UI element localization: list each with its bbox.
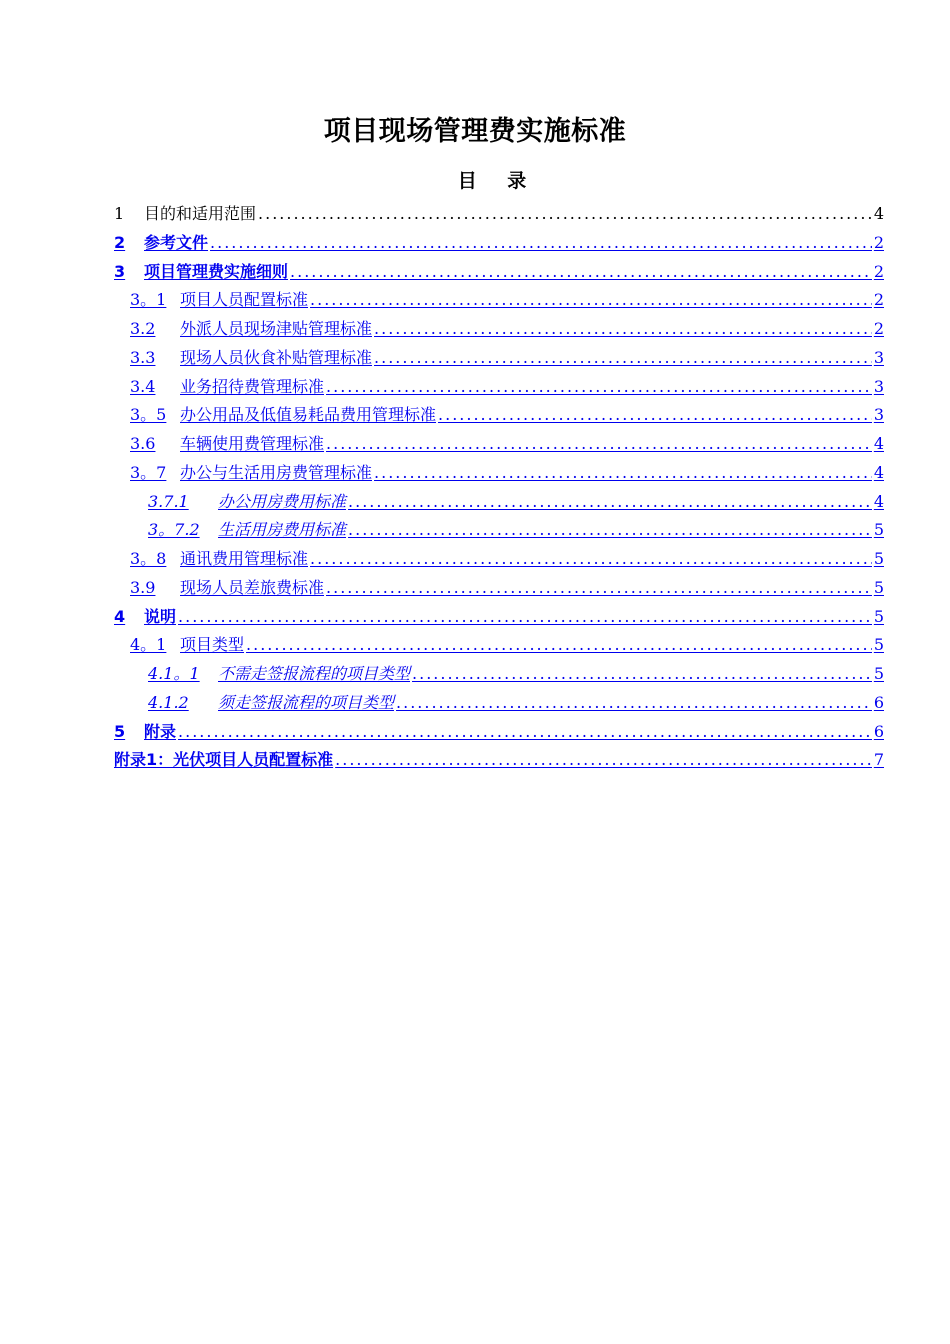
- toc-entry[interactable]: [114, 373, 884, 402]
- toc-entry-page: 3: [873, 376, 884, 396]
- toc-entry-label: 现场人员伙食补贴管理标准: [180, 347, 373, 367]
- toc-entry-number: 3。8: [130, 549, 167, 568]
- toc-entry-number: 3。5: [130, 405, 167, 425]
- toc-entry[interactable]: [114, 488, 884, 517]
- toc-entry-page: 4: [873, 462, 884, 482]
- dot-leader: [178, 718, 872, 746]
- document-title: 项目现场管理费实施标准: [323, 116, 627, 147]
- toc-entry-label: 办公用品及低值易耗品费用管理标准: [180, 405, 437, 425]
- toc-entry-label: 车辆使用费管理标准: [180, 434, 325, 453]
- toc-entry[interactable]: [114, 631, 884, 660]
- toc-entry-label: 办公用房费用标准: [218, 491, 347, 511]
- toc-entry[interactable]: [114, 315, 884, 344]
- toc-entry[interactable]: [114, 286, 884, 315]
- toc-entry-page: 6: [873, 692, 884, 712]
- dot-leader: [258, 200, 872, 228]
- dot-leader: [348, 516, 872, 544]
- toc-entry-number: 3.3: [130, 347, 156, 367]
- toc-entry-label: 业务招待费管理标准: [180, 376, 325, 396]
- toc-entry-page: 5: [873, 520, 884, 540]
- toc-entry-label: 附录: [144, 721, 177, 741]
- toc-entry-number: 3。7.2: [148, 520, 200, 540]
- dot-leader: [246, 631, 872, 659]
- toc-entry-label: 说明: [144, 606, 177, 626]
- toc-entry[interactable]: [114, 545, 884, 574]
- dot-leader: [348, 488, 872, 516]
- toc-entry-label: 现场人员差旅费标准: [180, 577, 325, 597]
- toc-entry[interactable]: [114, 401, 884, 430]
- toc-entry-label: 通讯费用管理标准: [180, 549, 309, 568]
- toc-entry-number: 3.4: [130, 376, 156, 396]
- toc-entry-page: 6: [873, 721, 884, 741]
- toc-entry-page: 4: [873, 491, 884, 511]
- toc-entry[interactable]: [114, 689, 884, 718]
- toc-entry-page: 5: [873, 606, 884, 626]
- toc-entry-number: 4: [114, 606, 126, 626]
- dot-leader: [396, 689, 872, 717]
- toc-entry-number: 3。1: [130, 290, 167, 310]
- toc-entry-page: 2: [873, 261, 884, 281]
- toc-entry-label: 参考文件: [144, 232, 209, 252]
- toc-entry-number: 4。1: [130, 635, 167, 655]
- toc-entry-page: 4: [873, 204, 884, 223]
- toc-entry-page: 2: [873, 319, 884, 338]
- toc-entry-page: 5: [873, 549, 884, 568]
- dot-leader: [326, 574, 872, 602]
- toc-entry[interactable]: [114, 660, 884, 689]
- toc-entry-label: 生活用房费用标准: [218, 520, 347, 540]
- dot-leader: [412, 660, 872, 688]
- toc-entry-page: 3: [873, 347, 884, 367]
- toc-entry-number: 3.6: [130, 434, 156, 453]
- dot-leader: [178, 603, 872, 631]
- toc-entry-number: 3.7.1: [148, 491, 189, 511]
- toc-entry-label: 附录1：光伏项目人员配置标准: [114, 750, 334, 770]
- toc-entry-number: 5: [114, 721, 126, 741]
- toc-entry-page: 3: [873, 405, 884, 425]
- toc-entry-label: 目的和适用范围: [144, 204, 257, 223]
- toc-entry-number: 3.2: [130, 319, 156, 338]
- toc-entry-number: 3.9: [130, 577, 156, 597]
- dot-leader: [374, 459, 872, 487]
- toc-entry-page: 2: [873, 232, 884, 252]
- table-of-contents: [114, 200, 884, 775]
- toc-entry-page: 5: [873, 577, 884, 597]
- dot-leader: [290, 258, 872, 286]
- dot-leader: [438, 401, 872, 429]
- toc-entry[interactable]: [114, 746, 884, 775]
- dot-leader: [326, 430, 872, 458]
- toc-entry-page: 5: [873, 635, 884, 655]
- toc-entry-number: 4.1.2: [148, 692, 189, 712]
- toc-entry[interactable]: [114, 344, 884, 373]
- toc-entry-page: 5: [873, 664, 884, 683]
- toc-entry-number: 2: [114, 232, 126, 252]
- dot-leader: [310, 545, 872, 573]
- toc-entry-number: 3: [114, 261, 126, 281]
- toc-entry-number: 3。7: [130, 462, 167, 482]
- toc-entry-page: 4: [873, 434, 884, 453]
- toc-entry-page: 2: [873, 290, 884, 310]
- toc-entry-label: 项目管理费实施细则: [144, 261, 289, 281]
- toc-entry[interactable]: [114, 718, 884, 747]
- toc-entry-label: 项目人员配置标准: [180, 290, 309, 310]
- toc-entry[interactable]: [114, 229, 884, 258]
- dot-leader: [310, 286, 872, 314]
- toc-entry[interactable]: [114, 430, 884, 459]
- toc-entry-page: 7: [873, 750, 884, 770]
- toc-entry[interactable]: [114, 459, 884, 488]
- toc-entry[interactable]: [114, 200, 884, 229]
- dot-leader: [374, 344, 872, 372]
- toc-entry-label: 须走签报流程的项目类型: [218, 692, 395, 712]
- dot-leader: [335, 746, 872, 774]
- toc-entry-number: 1: [114, 204, 125, 223]
- dot-leader: [374, 315, 872, 343]
- toc-entry[interactable]: [114, 603, 884, 632]
- toc-entry[interactable]: [114, 574, 884, 603]
- dot-leader: [210, 229, 872, 257]
- toc-entry[interactable]: [114, 258, 884, 287]
- dot-leader: [326, 373, 872, 401]
- toc-heading: 目 录: [457, 170, 539, 192]
- toc-entry[interactable]: [114, 516, 884, 545]
- toc-entry-label: 项目类型: [180, 635, 245, 655]
- toc-entry-label: 不需走签报流程的项目类型: [218, 664, 411, 683]
- toc-entry-number: 4.1。1: [148, 664, 200, 683]
- toc-entry-label: 办公与生活用房费管理标准: [180, 462, 373, 482]
- toc-entry-label: 外派人员现场津贴管理标准: [180, 319, 373, 338]
